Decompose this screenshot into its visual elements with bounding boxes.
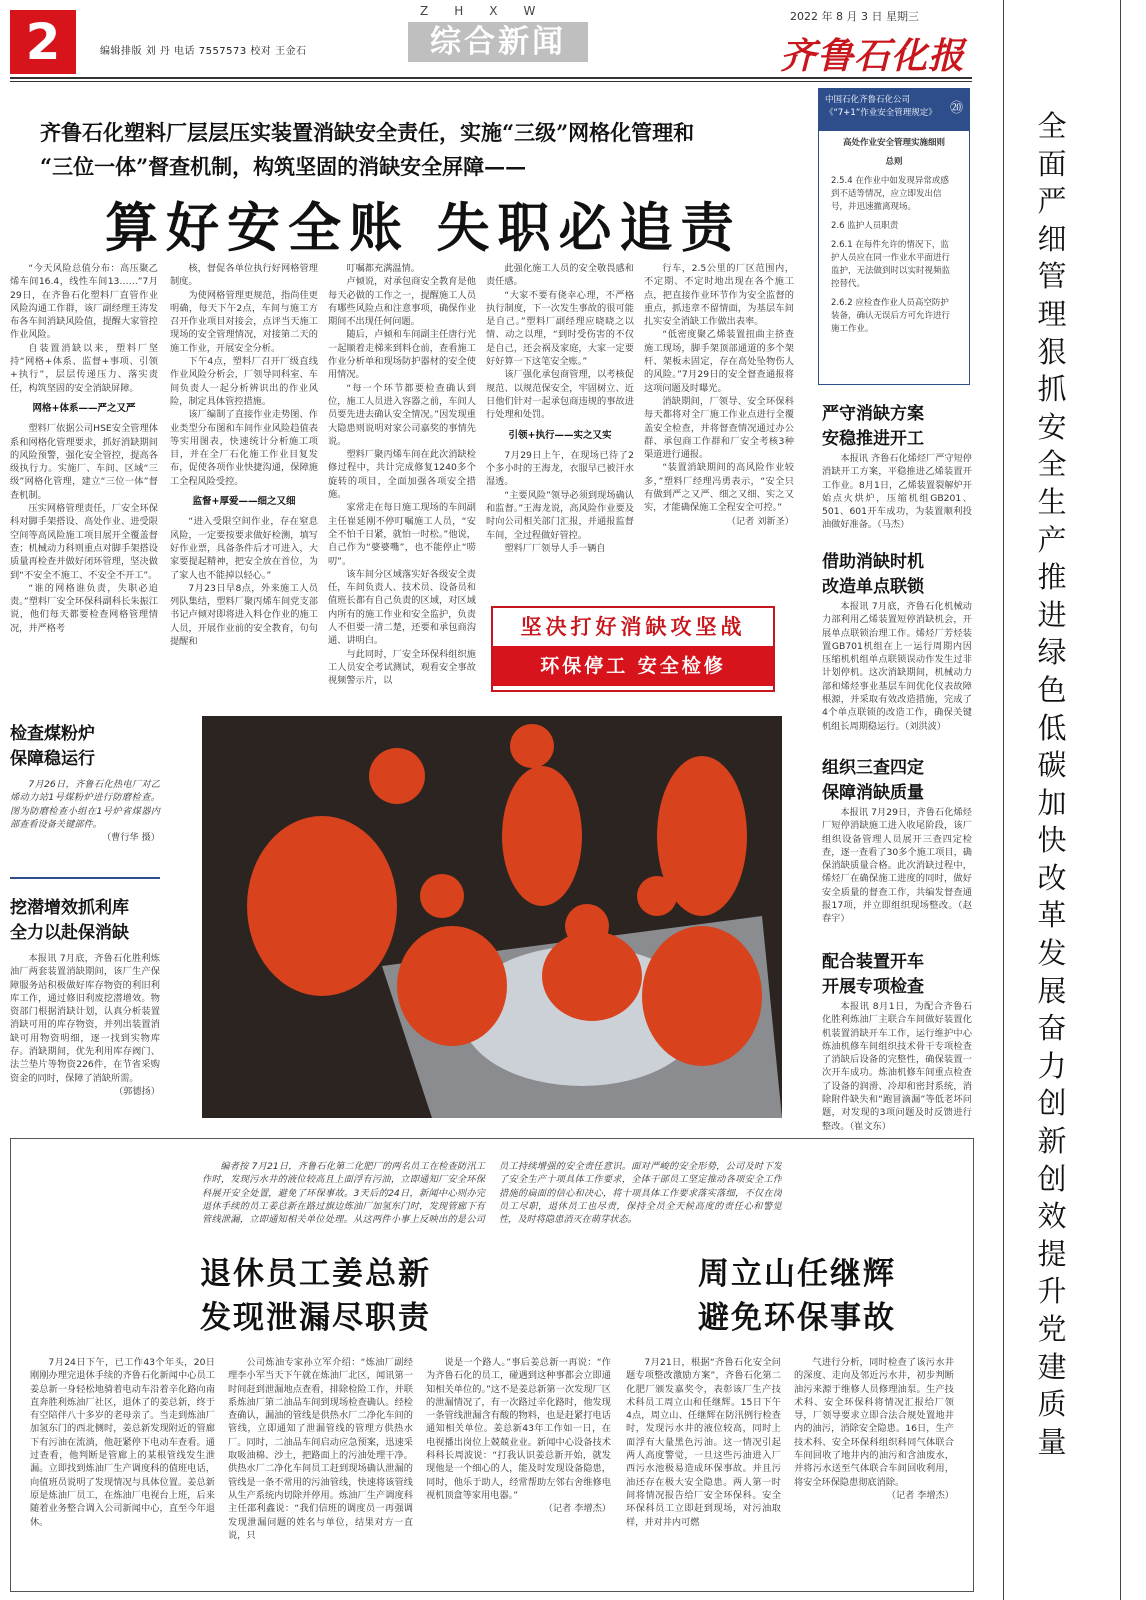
bottom-left-col2 — [228, 1356, 413, 1581]
story-kicker-line2: “三位一体”督查机制，构筑坚固的消缺安全屏障—— — [40, 154, 527, 179]
paragraph: 随后，卢倾和车间副主任唐行光一起顺着走梯来到料仓前，查看施工作业分析单和现场防护器材的安全使用情况。 — [328, 329, 476, 381]
paragraph: 7月26日，齐鲁石化热电厂对乙烯动力站1号煤粉炉进行防磨检查。图为防磨检查小组在1号炉省煤器内部查看设备关键部件。 — [10, 779, 160, 830]
paragraph: 本报讯 7月底，齐鲁石化机械动力部利用乙烯装置短停消缺机会，开展单点联锁治理工作。烯烃厂芳烃装置GB701机组在上一运行周期内因压缩机机组单点联锁误动作发生过非计划停机。这次消缺期间，机械动力部和烯烃事业基层车间优化仪表故障根源，并采取有效改造措施，完成了4个单点联锁的改造工作，确保关键机组长周期稳运行。（刘洪波） — [822, 601, 972, 732]
paragraph: 本报讯 7月底，齐鲁石化胜利炼油厂两套装置消缺期间，该厂生产保障服务站积极做好库存物资的利旧利库工作，通过修旧利废挖潜增效。物资部门根据消缺计划，认真分析装置消缺可用的库存物资，并列出装置消缺可用物资明细，逐一找到实物库存。消缺期间，优先利用库存阀门、法兰垫片等物资226件，在节省采购资金的同时，保障了消缺所需。 — [10, 953, 160, 1084]
brief-body — [822, 600, 972, 733]
paragraph: 核，督促各单位执行好网格管理制度。 — [170, 263, 318, 288]
rules-badge: ⑳ — [949, 101, 963, 116]
banner-line2: 环保停工 安全检修 — [493, 646, 773, 686]
brief-title: 组织三查四定 — [822, 758, 924, 778]
story-column-1 — [10, 262, 158, 702]
brief-title: 改造单点联锁 — [822, 577, 924, 597]
left-brief-2 — [10, 896, 160, 1098]
slogan-text: 全面严细管理 狠抓安全生产 推进绿色低碳 加快改革发展 奋力创新创效 提升党建质量 — [1037, 109, 1067, 1459]
paragraph: 行车，2.5公里的厂区范围内，不定期、不定时地出现在各个施工点，把直接作业环节作为安全监督的重点，抓违章不留情面，为基层车间扎实安全消缺工作做出表率。 — [644, 263, 794, 328]
rules-item: 2.6.1 在每件允许的情况下，监护人员应在同一作业水平面进行监护，无法做到时以实时视频监控替代。 — [831, 240, 951, 289]
section-pinyin: ZHXW — [420, 4, 562, 18]
paragraph: 公司炼油专家孙立军介绍：“炼油厂副经理李小军当天下午就在炼油厂北区，闻讯第一时间赶到泄漏地点查看，排除检险工作，并联系炼油厂第二油品车间到现场检查确认。经检查确认，漏油的管线是供热水厂二净化车间的管线，立即通知了泄漏管线的管理方供热水厂。同时，二油品车间启动应急预案，迅速采取吸油棉、沙土，把路面上的污油处理干净。供热水厂二净化车间员工赶到现场确认泄漏的管线是一条不常用的污油管线，快速将该管线从生产系统内切除并停用。炼油厂生产调度科主任邵利鑫说：“我们信班的调度员一再强调发现泄漏问题的姓名与单位，结果对方一直说，只 — [228, 1357, 413, 1541]
paragraph: 7月23日早8点，外来施工人员列队集结，塑料厂聚丙烯车间党支部书记卢倾对即将进入料仓作业的施工人员，开展作业前的安全教育，句句提醒和 — [170, 582, 318, 648]
story-headline: 算好安全账 失职必追责 — [105, 198, 742, 259]
news-photo — [202, 716, 782, 1118]
brief-divider — [10, 877, 160, 879]
paragraph: 编者按 7月21日，齐鲁石化第二化肥厂的两名员工在检查防汛工作时，发现污水井的液位较高且上面浮有污油，立即通知厂安全环保科展开安全处置，避免了环保事故。3天后的24日，新闻中心则办完退休手续的员工姜总新在路过旗边炼油厂加氢东门时，发现管廊下有管线泄漏，立即通知相关单位处理。从这两件小事上反映出的是公司员工持续增强的安全责任意识。面对严峻的安全形势，公司及时下发了安全生产十项具体工作要求，全体干部员工坚定推动各项安全工作措施的扁面的信心和决心，将十项具体工作要求落实落细，不仅在岗员工尽职，退休员工也尽责，保持全员全天候高度的责任心和警觉性，及时将隐患消灭在萌芽状态。 — [202, 1161, 782, 1226]
brief-title: 严守消缺方案 — [822, 404, 924, 424]
byline: （记者 李增杰） — [543, 1503, 611, 1515]
paragraph: “每一个环节都要检查确认到位，施工人员进入容器之前，车间人员要先进去确认安全情况。”因发现重大隐患则说明对家公司嘉奖的事情先说。 — [328, 382, 476, 447]
banner-line1: 坚决打好消缺攻坚战 — [493, 608, 773, 646]
photo-illustration — [202, 716, 782, 1118]
brief-3 — [822, 756, 972, 926]
rules-box — [818, 88, 970, 385]
issue-date: 2022 年 8 月 3 日 星期三 — [790, 10, 919, 23]
paragraph: 说是一个路人。”事后姜总新一再说：“作为齐鲁石化的员工，碰遇到这种事都会立即通知相关单位的。”这不是姜总新第一次发现厂区的泄漏情况了，有一次路过辛化路时，他发现一条管线泄漏含有酸的物料，也是赶紧打电话通知相关单位。姜总新43年工作如一日，在电视播出岗位上兢兢业业。新闻中心设备技术科科长周波说：“打我认识姜总新开始，就发现他是一个细心的人，能及时发现设备隐患，同时，他乐于助人，经常帮助左邻右舍维修电视机顶盒等家用电器。” — [426, 1357, 611, 1501]
paragraph: 7月29日上午，在现场已待了2个多小时的王海龙，衣服早已被汗水湿透。 — [486, 449, 634, 488]
brief-byline: （郭德扬） — [114, 1085, 160, 1097]
paragraph: “谁的网格谁负责，失职必追责。”塑料厂安全环保科副科长朱振江说，他们每天都要检查网格管理情况，并严格考 — [10, 582, 158, 634]
paragraph: 本报讯 齐鲁石化烯烃厂严守短停消缺开工方案，平稳推进乙烯装置开工作业。8月1日，乙烯装置裂解炉开始点火烘炉，压缩机组GB201、501、601开车成功，为装置顺利投油做好准备。（马杰） — [822, 453, 972, 531]
paragraph: 该车间分区域落实好各级安全责任，车间负责人、技术员、设备员和值班长都有自己负责的区域，对区域内所有的施工作业和安全监护，负责人不但要一清二楚，还要和承包商沟通、讲明白。 — [328, 568, 476, 647]
paragraph: 塑料厂依据公司HSE安全管理体系和网格化管理要求，抓好消缺期间的风险预警，强化安全管控，提高各级执行力。实施厂、车间、区域“三级”网格化管理，建立“三位一体”督查机制。 — [10, 423, 158, 501]
rules-title: 《“7+1”作业安全管理规定》 — [825, 108, 937, 118]
bottom-left-headline-l2: 发现泄漏尽职责 — [200, 1300, 431, 1336]
brief-body — [10, 952, 160, 1085]
paragraph: 气进行分析，同时检查了该污水井的深度、走向及邻近污水井，初步判断油污来源于维修人员修理油泵。生产技术科、安全环保科将情况汇报给厂领导，厂领导要求立即合法合规处置地井内的油污，消除安全隐患。16日，生产技术科、安全环保科组织科同气体联合车间回收了地井内的油污和含油废水，并将污水送至气体联合车间回收利用，将安全环保隐患彻底消除。 — [794, 1357, 954, 1488]
paragraph: 该厂编制了直接作业走势图、作业类型分布图和车间作业风险趋值表等实用图表，快速统计分析施工项目，并在全厂石化施工作业目复发布，促使各项作业快捷沟通，保障施工全程风险受控。 — [170, 409, 318, 487]
paragraph: “装置消缺期间的高风险作业较多，”塑料厂经理冯勇表示，“安全只有做到严之又严、细之又细、实之又实，才能确保施工全程安全可控。” — [644, 462, 794, 514]
paragraph: 为使网格管理更规范，指尚佳更明确，每天下午2点，车间与施工方召开作业项目对接会，点评当天施工现场的安全管理情况，对接第二天的施工作业，开展安全分析。 — [170, 289, 318, 354]
byline: （记者 刘新圣） — [726, 515, 794, 527]
editor-line: 编辑排版 刘 丹 电话 7557573 校对 王金石 — [100, 46, 307, 57]
rules-box-header — [819, 89, 969, 131]
brief-4 — [822, 950, 972, 1133]
bottom-right-headline-l2: 避免环保事故 — [698, 1300, 896, 1336]
brief-title: 保障稳运行 — [10, 749, 95, 769]
bottom-right-col2 — [794, 1356, 954, 1581]
paragraph: 消缺期间，厂领导、安全环保科每天都将对全厂施工作业点进行全覆盖安全检查，并将督查情况通过办公群、承包商工作群和厂安全考核3种渠道进行通报。 — [644, 395, 794, 461]
paragraph: 7月24日下午，已工作43个年头，20日刚刚办理完退休手续的齐鲁石化新闻中心员工姜总新一身轻松地骑着电动车沿着辛化路向南直奔胜利炼油厂社区，退休了的姜总新，终于有空陪伴八十多岁的老母亲了。当走到炼油厂加氢东门的西北侧时，姜总新发现附近的管廊下有污油在流淌，他赶紧停下电动车查看。通过查看，他判断是管廊上的某根管线发生泄漏。立即找到炼油厂生产调度科的值班电话，向值班员说明了发现情况与具体位置。姜总新原是炼油厂员工，在炼油厂电视台上班，后来随着业务整合调入公司新闻中心，直至今年退休。 — [30, 1357, 215, 1528]
paragraph: 7月21日，根据“齐鲁石化安全问题专项整改激励方案”，齐鲁石化第二化肥厂颁发嘉奖令，表彰该厂生产技术科员工周立山和任继辉。15日下午4点，周立山、任继辉在防汛例行检查时，发现污水井的液位较高，同时上面浮有大量黑色污油。这一情况引起两人高度警觉，一旦这些污油进入厂西污水池极易造成环保事故。并且污油还存在极大安全隐患。两人第一时间将情况报告给厂安全环保科。安全环保科员工立即赶到现场，对污油取样，并对井内可燃 — [626, 1357, 781, 1528]
brief-title: 检查煤粉炉 — [10, 724, 95, 744]
paragraph: 此强化施工人员的安全敬畏感和责任感。 — [486, 263, 634, 288]
brief-title: 安稳推进开工 — [822, 429, 924, 449]
paragraph: 本报讯 7月29日，齐鲁石化烯烃厂短停消缺施工进入收尾阶段，该厂组织设备管理人员展开三查四定检查，逐一查看了30多个施工项目，确保消缺质量合格。此次消缺过程中，烯烃厂在确保施工进度的同时，做好安全质量的督查工作，共编发督查通报17项，并立即组织现场整改。（赵春宇） — [822, 807, 972, 925]
paragraph: “大家不要有侥幸心理，不严格执行制度，下一次发生事故的很可能是自己。”塑料厂副经理应晓晓之以情、动之以理，“到时受伤害的不仅是自己，还会祸及家庭，大家一定要好好算一下这笔安全账。” — [486, 289, 634, 368]
header-rule-thin — [10, 81, 972, 82]
byline: （记者 李增杰） — [886, 1489, 954, 1501]
paragraph: “进入受限空间作业，存在窒息风险，一定要按要求做好检测，填写好作业票，具备条件后才可进入，大家要提起精神，把安全放在首位，为了家人也不能掉以轻心。” — [170, 516, 318, 581]
subhead: 监督+厚爱——细之又细 — [192, 496, 296, 508]
paragraph: 塑料厂厂领导人手一辆自 — [504, 542, 606, 554]
paragraph: “主要风险”领导必须到现场确认和监督。”王海龙说，高风险作业要及时向公司相关部门汇报，并通报监督车间，全过程做好管控。 — [486, 489, 634, 541]
paragraph: “低密度聚乙烯装置扭曲主挤查施工现场，脚手架顶部通道的多个架杆、架板未固定，存在高处坠物伤人的风险。”7月29日的安全督查通报将这项问题及时曝光。 — [644, 329, 794, 394]
subhead: 引领+执行——实之又实 — [508, 429, 612, 441]
brief-title: 全力以赴保消缺 — [10, 923, 129, 943]
story-column-4 — [486, 262, 634, 597]
bottom-right-headline-l1: 周立山任继辉 — [698, 1256, 896, 1292]
left-brief-1 — [10, 722, 160, 844]
paragraph: 卢倾说，对承包商安全教育是他每天必做的工作之一，提醒施工人员有哪些风险点和注意事项，确保作业期间不出现任何问题。 — [328, 276, 476, 328]
paragraph: 塑料厂聚丙烯车间在此次消缺检修过程中，共计完成修复1240多个旋转的项目，全面加强各项安全措施。 — [328, 449, 476, 501]
bottom-left-col1 — [30, 1356, 215, 1581]
paragraph: 本报讯 8月1日，为配合齐鲁石化胜利炼油厂主联合车间做好装置化机装置消缺开车工作，运行维护中心炼油机修车间组织技术骨干专项检查了消缺后设备的完整性，确保装置一次开车成功。炼油机修车间重点检查了设备的润滑、冷却和密封系统，消除附件缺失和“跑冒滴漏”等低老坏问题，对发现的3项问题及时反馈进行整改。（崔文东） — [822, 1001, 972, 1132]
masthead-logo: 齐鲁石化报 — [780, 35, 966, 77]
brief-body — [822, 1000, 972, 1133]
paragraph: 下午4点，塑料厂召开厂级直线作业风险分析会，厂领导同科室、车间负责人一起分析辨识出的作业风险，制定具体管控措施。 — [170, 356, 318, 407]
brief-2 — [822, 550, 972, 733]
story-column-3 — [328, 262, 476, 702]
paragraph: 家常走在每日施工现场的车间副主任崔延刚不停叮嘱施工人员，“安全不怕千日紧，就怕一时松。”他说，自己作为“婆婆嘴”，也不能停止“唠叨”。 — [328, 502, 476, 567]
brief-1 — [822, 402, 972, 532]
bottom-right-col1 — [626, 1356, 781, 1581]
rules-chapter: 总则 — [885, 157, 903, 167]
brief-title: 挖潜增效抓利库 — [10, 898, 129, 918]
rules-item: 2.6 监护人员职责 — [831, 221, 899, 231]
rules-item: 2.6.2 应检查作业人员高空防护装备，确认无误后方可允许进行施工作业。 — [831, 298, 951, 334]
section-title: 综合新闻 — [408, 22, 588, 62]
rules-org: 中国石化齐鲁石化公司 — [825, 95, 911, 105]
brief-byline: （曹行华 摄） — [101, 832, 160, 844]
editor-note — [202, 1160, 782, 1240]
subhead: 网格+体系——严之又严 — [32, 402, 136, 414]
story-column-2 — [170, 262, 318, 702]
paragraph: 压实网格管理责任，厂安全环保科对脚手架搭设、高处作业、进受限空间等高风险施工项目展开全覆盖督查；机械动力科则重点对脚手架搭设质量再检查并做好闭环管理，坚决做到“不安全不施工、不安全不开工”。 — [10, 503, 158, 581]
brief-title: 配合装置开车 — [822, 952, 924, 972]
page-number: 2 — [10, 10, 76, 74]
story-column-5 — [644, 262, 794, 597]
brief-body — [10, 778, 160, 831]
paragraph: 该厂强化承包商管理，以考核促规范、以规范保安全，牢固树立、近日他们针对一起承包商违规的事故进行处理和处罚。 — [486, 369, 634, 421]
brief-title: 借助消缺时机 — [822, 552, 924, 572]
brief-body — [822, 452, 972, 532]
story-kicker-line1: 齐鲁石化塑料厂层层压实装置消缺安全责任，实施“三级”网格化管理和 — [40, 120, 695, 145]
brief-title: 开展专项检查 — [822, 977, 924, 997]
brief-body — [822, 806, 972, 926]
rules-section: 高处作业安全管理实施细则 — [842, 138, 945, 148]
bottom-left-headline-l1: 退休员工姜总新 — [200, 1256, 431, 1292]
paragraph: 自装置消缺以来，塑料厂坚持“网格+体系、监督+事项、引领+执行”，层层传递压力、落实责任，构筑坚固的安全消缺屏障。 — [10, 342, 158, 394]
paragraph: 与此同时，厂安全环保科组织施工人员安全考试测试，观看安全事故视频警示片，以 — [328, 648, 476, 687]
paragraph: “今天风险总值分布：高压聚乙烯车间16.4，线性车间13……”7月29日，在齐鲁石化塑料厂直管作业风险沟通工作群，该厂副经理王涛发布各车间消缺风险值，提醒大家管控作业风险。 — [10, 263, 158, 341]
header-rule — [10, 77, 972, 79]
campaign-banner — [491, 606, 775, 692]
slogan-sidebar — [1003, 0, 1121, 1600]
brief-title: 保障消缺质量 — [822, 783, 924, 803]
rules-item: 2.5.4 在作业中如发现异常或感到不适等情况，应立即发出信号，并迅速撤离现场。 — [831, 176, 949, 212]
rules-box-body — [819, 131, 969, 348]
paragraph: 叮嘱都充满温情。 — [346, 263, 420, 274]
bottom-left-col3 — [426, 1356, 611, 1581]
